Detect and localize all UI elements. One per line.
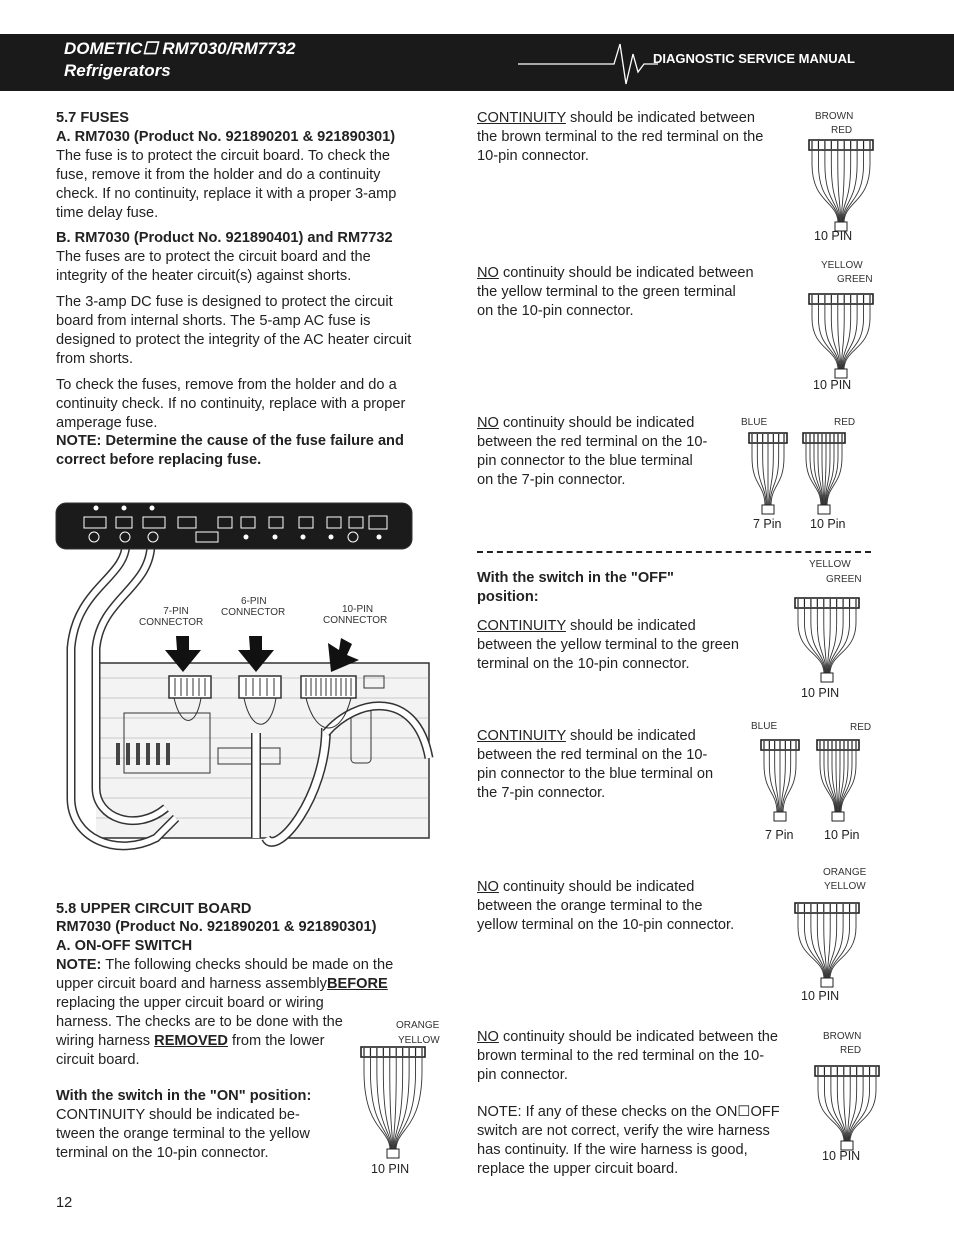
section-5-8-note	[56, 956, 393, 1070]
fig-label-green: GREEN	[826, 574, 862, 585]
pin-label: 10 PIN	[822, 1149, 861, 1163]
control-panel	[56, 503, 412, 549]
check-1-text	[477, 109, 797, 166]
text-run: continuity should be indicated between	[498, 265, 754, 281]
connector-10-pin-figure	[806, 138, 876, 233]
text-line: the 7-pin connector.	[477, 785, 606, 801]
fig-label-red: RED	[850, 722, 872, 733]
label-10-pin: 10-PIN	[342, 604, 374, 615]
fig-label-blue: BLUE	[741, 417, 768, 428]
label-10-pin-connector: CONNECTOR	[323, 615, 388, 626]
keyword: CONTINUITY	[477, 618, 566, 634]
on-position-heading: With the switch in the "ON" position:	[56, 1088, 312, 1104]
fig-label-orange: ORANGE	[823, 867, 867, 878]
connector-10-pin-figure	[800, 431, 848, 516]
off-position-heading	[477, 569, 674, 607]
check-3-text	[477, 414, 737, 490]
check-6-text	[477, 878, 777, 935]
text-line: terminal on the 10-pin connector.	[477, 656, 690, 672]
text-line: board from internal shorts. The 5-amp AC fuse is	[56, 313, 371, 329]
fig-label-orange: ORANGE	[396, 1020, 440, 1031]
text-line: the brown terminal to the red terminal on the	[477, 129, 764, 145]
section-5-7b-heading: B. RM7030 (Product No. 921890401) and RM7732	[56, 230, 393, 246]
text-line: between the orange terminal to the	[477, 898, 703, 914]
pin-label-7: 7 Pin	[765, 828, 794, 842]
pin-label-10: 10 Pin	[824, 828, 860, 842]
fig-label-blue: BLUE	[751, 721, 778, 732]
connector-7-pin-figure	[746, 431, 790, 516]
text-line: switch are not correct, verify the wire harness	[477, 1123, 770, 1139]
text-line: integrity of the heater circuit(s) against shorts.	[56, 268, 352, 284]
text-line: on the 7-pin connector.	[477, 472, 626, 488]
text-line: terminal on the 10-pin connector.	[56, 1145, 269, 1161]
text-run: continuity should be indicated	[498, 879, 695, 895]
text-line: position:	[477, 589, 539, 605]
text-line: replacing the upper circuit board or wiring	[56, 995, 324, 1011]
brand-line-2: Refrigerators	[64, 61, 171, 80]
pin-label: 10 PIN	[801, 989, 840, 1003]
page-number: 12	[56, 1195, 73, 1211]
heartbeat-line-icon	[518, 34, 658, 91]
text-line: between the red terminal on the 10-	[477, 434, 708, 450]
fig-label-green: GREEN	[837, 274, 873, 285]
text-line: yellow terminal on the 10-pin connector.	[477, 917, 735, 933]
label-line: 7-PIN	[163, 606, 189, 617]
check-7-text	[477, 1028, 807, 1085]
text-line: pin connector to the blue terminal	[477, 453, 693, 469]
section-5-8-heading: 5.8 UPPER CIRCUIT BOARD	[56, 901, 252, 917]
text-line: time delay fuse.	[56, 205, 159, 221]
text-run: upper circuit board and harness assembly	[56, 976, 327, 992]
connector-7-pin-figure	[758, 738, 802, 823]
connector-10-pin-figure	[792, 596, 862, 684]
text-line: With the switch in the "OFF"	[477, 570, 674, 586]
text-run: The following checks should be made on the	[101, 957, 394, 973]
text-line: circuit board.	[56, 1052, 140, 1068]
fig-label-yellow: YELLOW	[824, 881, 866, 892]
text-run: should be indicated	[565, 728, 696, 744]
on-position-text	[56, 1106, 310, 1163]
dashed-divider	[477, 551, 871, 553]
before-emphasis: BEFORE	[326, 976, 388, 992]
text-line: The fuse is to protect the circuit board. To check the	[56, 148, 390, 164]
fuse-note	[56, 432, 404, 470]
text-line: correct before replacing fuse.	[56, 452, 262, 468]
section-5-7b-text-3	[56, 376, 405, 433]
connector-10-pin-figure	[358, 1045, 428, 1160]
text-line: harness. The checks are to be done with the	[56, 1014, 343, 1030]
text-line: pin connector to the blue terminal on	[477, 766, 714, 782]
text-line: from shorts.	[56, 351, 134, 367]
text-line: check. If no continuity, replace it with a proper 3-amp	[56, 186, 397, 202]
keyword: CONTINUITY	[477, 728, 566, 744]
connector-10-pin-figure	[792, 901, 862, 989]
text-run: continuity should be indicated between the	[498, 1029, 778, 1045]
text-line: between the red terminal on the 10-	[477, 747, 708, 763]
text-line: To check the fuses, remove from the holder and do a	[56, 377, 397, 393]
label-6-pin: 6-PIN	[241, 596, 267, 607]
fig-label-yellow: YELLOW	[398, 1035, 440, 1046]
check-2-text	[477, 264, 797, 321]
text-line: 10-pin connector.	[477, 148, 589, 164]
section-5-7b-text-2	[56, 293, 411, 369]
removed-emphasis: REMOVED	[154, 1033, 228, 1049]
text-line: on the 10-pin connector.	[477, 303, 634, 319]
text-line: NOTE: Determine the cause of the fuse failure and	[56, 433, 404, 449]
check-4-text	[477, 617, 777, 674]
text-run: should be indicated	[565, 618, 696, 634]
keyword: NO	[477, 265, 499, 281]
section-5-7a-heading: A. RM7030 (Product No. 921890201 & 921890301)	[56, 129, 396, 145]
connector-10-pin-figure	[812, 1064, 882, 1152]
brand-line-1: DOMETIC☐ RM7030/RM7732	[64, 39, 296, 58]
text-run: from the lower	[227, 1033, 325, 1049]
note-label: NOTE:	[56, 957, 102, 973]
fig-label-red: RED	[831, 125, 853, 136]
keyword: NO	[477, 879, 499, 895]
text-line: between the yellow terminal to the green	[477, 637, 740, 653]
circuit-board-diagram	[56, 498, 436, 888]
text-line: CONTINUITY should be indicated be-	[56, 1107, 300, 1123]
keyword: NO	[477, 415, 499, 431]
fig-label-red: RED	[834, 417, 856, 428]
text-line: brown terminal to the red terminal on the 10-	[477, 1048, 765, 1064]
text-line: the yellow terminal to the green terminal	[477, 284, 736, 300]
text-run: continuity should be indicated	[498, 415, 695, 431]
fig-label-yellow: YELLOW	[809, 559, 851, 570]
check-5-text	[477, 727, 747, 803]
text-line: NOTE: If any of these checks on the ON☐OFF	[477, 1104, 780, 1120]
text-run: wiring harness	[56, 1033, 155, 1049]
text-line: tween the orange terminal to the yellow	[56, 1126, 310, 1142]
fig-label-yellow: YELLOW	[821, 260, 863, 271]
final-note	[477, 1103, 807, 1179]
section-5-7a-text	[56, 147, 396, 223]
connector-10-pin-figure	[806, 292, 876, 380]
connector-10-pin-figure	[814, 738, 862, 823]
pin-label-10: 10 Pin	[810, 517, 846, 531]
text-line: has continuity. If the wire harness is good,	[477, 1142, 748, 1158]
pin-label-7: 7 Pin	[753, 517, 782, 531]
text-run: should be indicated between	[565, 110, 755, 126]
keyword: CONTINUITY	[477, 110, 566, 126]
label-7-pin-connector-2: CONNECTOR	[139, 617, 204, 628]
text-line: replace the upper circuit board.	[477, 1161, 679, 1177]
pin-label: 10 PIN	[371, 1162, 410, 1176]
label-6-pin-connector: CONNECTOR	[221, 607, 286, 618]
text-line: amperage fuse.	[56, 415, 158, 431]
section-5-8-sub: RM7030 (Product No. 921890201 & 921890301)	[56, 919, 377, 935]
pin-label: 10 PIN	[814, 229, 853, 243]
pin-label: 10 PIN	[801, 686, 840, 700]
text-line: The 3-amp DC fuse is designed to protect the circuit	[56, 294, 393, 310]
section-5-7-heading: 5.7 FUSES	[56, 110, 129, 126]
section-5-8-a: A. ON-OFF SWITCH	[56, 938, 193, 954]
text-line: designed to protect the integrity of the AC heater circuit	[56, 332, 412, 348]
section-5-7b-text-1	[56, 248, 371, 286]
fig-label-brown: BROWN	[815, 111, 854, 122]
text-line: pin connector.	[477, 1067, 568, 1083]
fig-label-brown: BROWN	[823, 1031, 862, 1042]
text-line: continuity check. If no continuity, replace with a proper	[56, 396, 406, 412]
text-line: The fuses are to protect the circuit board and the	[56, 249, 371, 265]
pin-label: 10 PIN	[813, 378, 852, 392]
header-title	[64, 38, 296, 82]
text-line: fuse, remove it from the holder and do a continuity	[56, 167, 381, 183]
keyword: NO	[477, 1029, 499, 1045]
manual-title: DIAGNOSTIC SERVICE MANUAL	[653, 51, 855, 66]
fig-label-red: RED	[840, 1045, 862, 1056]
